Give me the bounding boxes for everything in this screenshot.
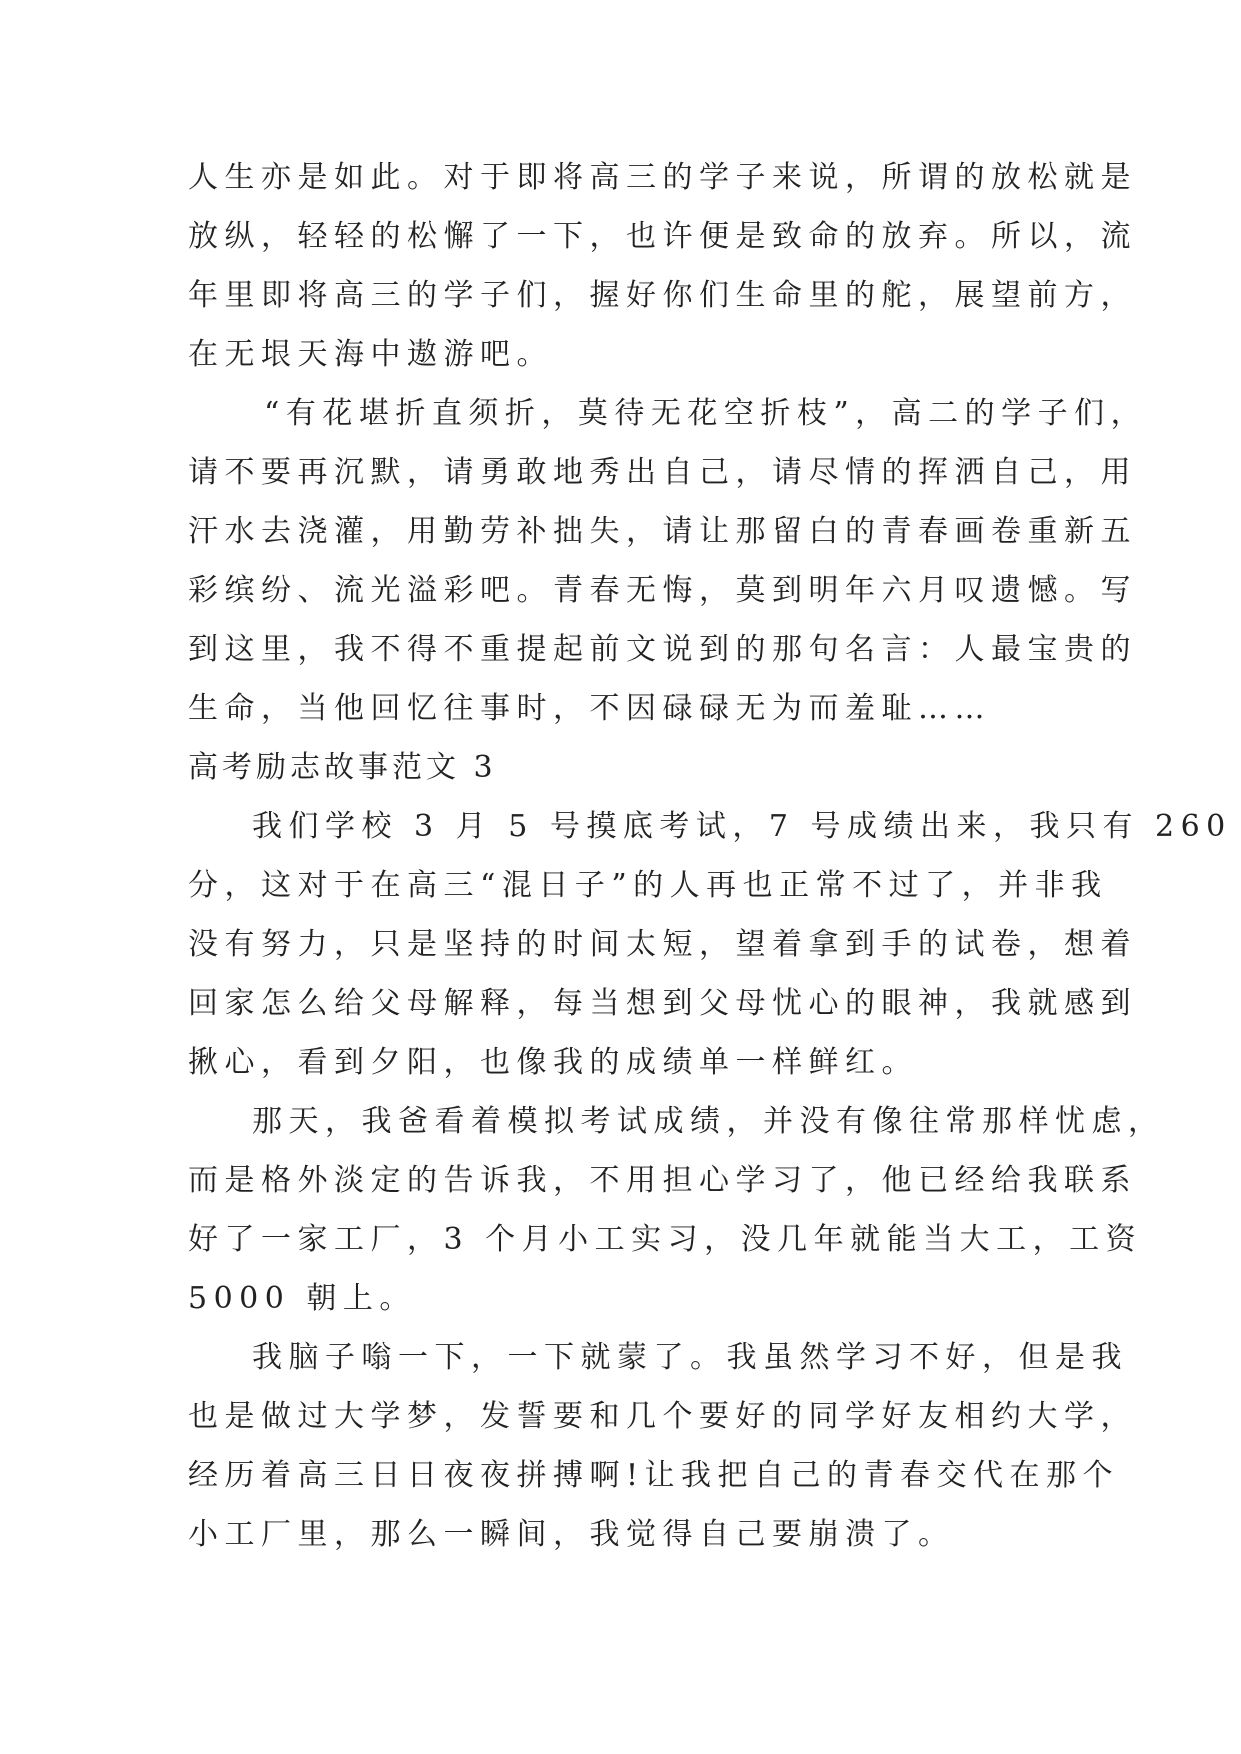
text-line: 那天，我爸看着模拟考试成绩，并没有像往常那样忧虑，: [252, 1104, 1165, 1139]
paragraph: [188, 148, 1137, 384]
text-line: 人生亦是如此。对于即将高三的学子来说，所谓的放松就是: [188, 160, 1137, 195]
text-line: 生命，当他回忆往事时，不因碌碌无为而羞耻……: [188, 691, 991, 726]
section-heading: 高考励志故事范文 3: [188, 750, 497, 785]
text-line: 回家怎么给父母解释，每当想到父母忧心的眼神，我就感到: [188, 986, 1137, 1021]
paragraph: [188, 1328, 1137, 1564]
text-line: 分，这对于在高三“混日子”的人再也正常不过了，并非我: [188, 868, 1108, 903]
text-line: 汗水去浇灌，用勤劳补拙失，请让那留白的青春画卷重新五: [188, 514, 1137, 549]
text-line: 好了一家工厂，3 个月小工实习，没几年就能当大工，工资: [188, 1222, 1143, 1257]
text-line: 年里即将高三的学子们，握好你们生命里的舵，展望前方，: [188, 278, 1137, 313]
text-line: 而是格外淡定的告诉我，不用担心学习了，他已经给我联系: [188, 1163, 1137, 1198]
text-line: 在无垠天海中遨游吧。: [188, 337, 553, 372]
document-page: [188, 148, 1232, 1564]
text-line: 小工厂里，那么一瞬间，我觉得自己要崩溃了。: [188, 1517, 955, 1552]
text-line: 揪心，看到夕阳，也像我的成绩单一样鲜红。: [188, 1045, 918, 1080]
paragraph: [188, 797, 1232, 1092]
text-line: 也是做过大学梦，发誓要和几个要好的同学好友相约大学，: [188, 1399, 1137, 1434]
text-line: 放纵，轻轻的松懈了一下，也许便是致命的放弃。所以，流: [188, 219, 1137, 254]
text-line: 彩缤纷、流光溢彩吧。青春无悔，莫到明年六月叹遗憾。写: [188, 573, 1137, 608]
text-line: “有花堪折直须折，莫待无花空折枝”，高二的学子们，: [264, 396, 1148, 431]
text-line: 5000 朝上。: [188, 1281, 416, 1316]
text-line: 我脑子嗡一下，一下就蒙了。我虽然学习不好，但是我: [252, 1340, 1128, 1375]
text-line: 经历着高三日日夜夜拼搏啊!让我把自己的青春交代在那个: [188, 1458, 1120, 1493]
paragraph: [188, 1092, 1165, 1328]
text-line: 请不要再沉默，请勇敢地秀出自己，请尽情的挥洒自己，用: [188, 455, 1137, 490]
text-line: 没有努力，只是坚持的时间太短，望着拿到手的试卷，想着: [188, 927, 1137, 962]
text-line: 我们学校 3 月 5 号摸底考试，7 号成绩出来，我只有 260: [252, 809, 1232, 844]
paragraph: [188, 384, 1148, 738]
text-line: 到这里，我不得不重提起前文说到的那句名言：人最宝贵的: [188, 632, 1137, 667]
